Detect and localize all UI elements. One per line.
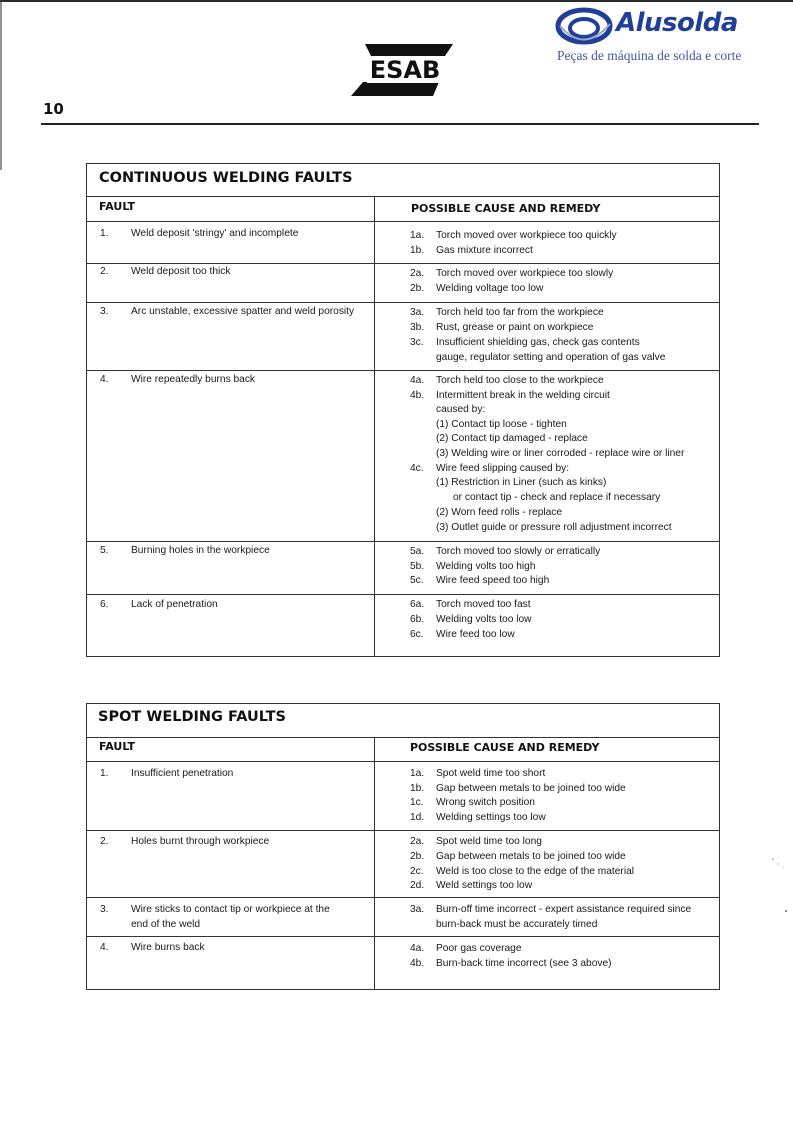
cause-code: 1a. [410,230,425,241]
cause-text: Torch moved too fast [436,599,531,610]
cause-text: Torch held too close to the workpiece [436,375,604,386]
fault-description: Arc unstable, excessive spatter and weld porosity [131,306,355,317]
cause-code: 3a. [410,307,425,318]
fault-description: Wire repeatedly burns back [131,374,256,385]
row-divider [87,302,719,303]
row-divider [87,594,719,595]
column-divider [374,196,375,657]
fault-number: 4. [100,942,109,953]
cause-text: (1) Contact tip loose - tighten [436,419,567,430]
fault-description: Burning holes in the workpiece [131,545,270,556]
cause-text: Welding volts too high [436,561,536,572]
cause-code: 6a. [410,599,425,610]
fault-number: 3. [100,306,109,317]
cause-code: 5a. [410,546,425,557]
row-divider [87,830,719,831]
cause-text: Gap between metals to be joined too wide [436,783,626,794]
cause-text: Intermittent break in the welding circuit [436,390,610,401]
cause-text: Gas mixture incorrect [436,245,533,256]
cause-code: 5c. [410,575,424,586]
cause-text: (2) Contact tip damaged - replace [436,433,588,444]
cause-text: (3) Outlet guide or pressure roll adjustment incorrect [436,522,672,533]
continuous-welding-faults-table [86,163,720,657]
fault-description: Wire sticks to contact tip or workpiece at the end of the weld [131,904,330,930]
esab-logo-graphic [347,40,457,100]
cause-text: Insufficient shielding gas, check gas contents [436,337,640,348]
esab-wordmark: ESAB [369,56,441,84]
fault-description: Insufficient penetration [131,768,234,779]
table-title: SPOT WELDING FAULTS [98,709,286,725]
fault-number: 5. [100,545,109,556]
row-divider [87,936,719,937]
column-header-cause: POSSIBLE CAUSE AND REMEDY [411,202,601,215]
cause-code: 1c. [410,797,424,808]
cause-text: (2) Worn feed rolls - replace [436,507,563,518]
cause-code: 6b. [410,614,425,625]
fault-description: Lack of penetration [131,599,218,610]
alusolda-tagline: Peças de máquina de solda e corte [557,48,742,63]
header-divider [87,221,719,222]
cause-code: 3a. [410,904,425,915]
cause-text: Spot weld time too long [436,836,542,847]
cause-text: Burn-back time incorrect (see 3 above) [436,958,612,969]
row-divider [87,897,719,898]
fault-number: 1. [100,768,109,779]
cause-text: Torch moved too slowly or erratically [436,546,601,557]
alusolda-logo [552,4,752,66]
cause-text: (1) Restriction in Liner (such as kinks) [436,477,607,488]
column-header-fault: FAULT [99,740,136,753]
cause-code: 1b. [410,245,425,256]
cause-text: Weld settings too low [436,880,533,891]
row-divider [87,541,719,542]
cause-text: (3) Welding wire or liner corroded - replace wire or liner [436,448,685,459]
cause-code: 1b. [410,783,425,794]
cause-text: Poor gas coverage [436,943,522,954]
cause-code: 1a. [410,768,425,779]
cause-code: 3c. [410,337,424,348]
cause-text: Torch moved over workpiece too slowly [436,268,614,279]
cause-code: 4b. [410,958,425,969]
cause-code: 1d. [410,812,425,823]
cause-text: Wrong switch position [436,797,535,808]
cause-code: 5b. [410,561,425,572]
fault-description: Holes burnt through workpiece [131,836,270,847]
alusolda-swirl-icon [554,6,614,46]
row-divider [87,370,719,371]
cause-text: Torch held too far from the workpiece [436,307,604,318]
fault-number: 6. [100,599,109,610]
column-divider [374,737,375,990]
cause-text: or contact tip - check and replace if necessary [436,492,661,503]
cause-text: Spot weld time too short [436,768,546,779]
cause-text: Burn-off time incorrect - expert assistance required since [436,904,692,915]
cause-code: 4b. [410,390,425,401]
cause-code: 2b. [410,283,425,294]
fault-description: Weld deposit 'stringy' and incomplete [131,228,299,239]
cause-code: 4c. [410,463,424,474]
cause-code: 2a. [410,836,425,847]
cause-code: 2a. [410,268,425,279]
fault-number: 2. [100,836,109,847]
cause-code: 4a. [410,375,425,386]
cause-code: 2b. [410,851,425,862]
scan-specks [769,855,789,915]
column-header-cause: POSSIBLE CAUSE AND REMEDY [410,741,600,754]
column-header-fault: FAULT [99,200,136,213]
fault-description: Weld deposit too thick [131,266,231,277]
fault-number: 1. [100,228,109,239]
cause-code: 4a. [410,943,425,954]
cause-text: Wire feed slipping caused by: [436,463,570,474]
esab-logo [347,40,457,100]
cause-text: Wire feed too low [436,629,515,640]
header-rule [41,123,759,125]
fault-number: 4. [100,374,109,385]
title-divider [87,196,719,197]
alusolda-name: Alusolda [616,8,738,38]
page-number: 10 [43,100,64,118]
cause-code: 2d. [410,880,425,891]
spot-welding-faults-table [86,703,720,990]
cause-code: 6c. [410,629,424,640]
cause-text: caused by: [436,404,486,415]
cause-text: Welding voltage too low [436,283,544,294]
fault-description: Wire burns back [131,942,205,953]
fault-number: 2. [100,266,109,277]
cause-code: 2c. [410,866,424,877]
cause-text: Welding settings too low [436,812,546,823]
cause-text: Weld is too close to the edge of the material [436,866,635,877]
cause-text: gauge, regulator setting and operation of gas valve [436,352,666,363]
cause-text: Wire feed speed too high [436,575,550,586]
cause-text: Welding volts too low [436,614,532,625]
title-divider [87,737,719,738]
header-divider [87,761,719,762]
scan-left-edge [0,0,2,170]
cause-text: Rust, grease or paint on workpiece [436,322,594,333]
cause-text: Gap between metals to be joined too wide [436,851,626,862]
top-border-line [0,0,793,2]
cause-text: burn-back must be accurately timed [436,919,598,930]
table-title: CONTINUOUS WELDING FAULTS [99,170,353,186]
cause-text: Torch moved over workpiece too quickly [436,230,617,241]
cause-code: 3b. [410,322,425,333]
fault-number: 3. [100,904,109,915]
